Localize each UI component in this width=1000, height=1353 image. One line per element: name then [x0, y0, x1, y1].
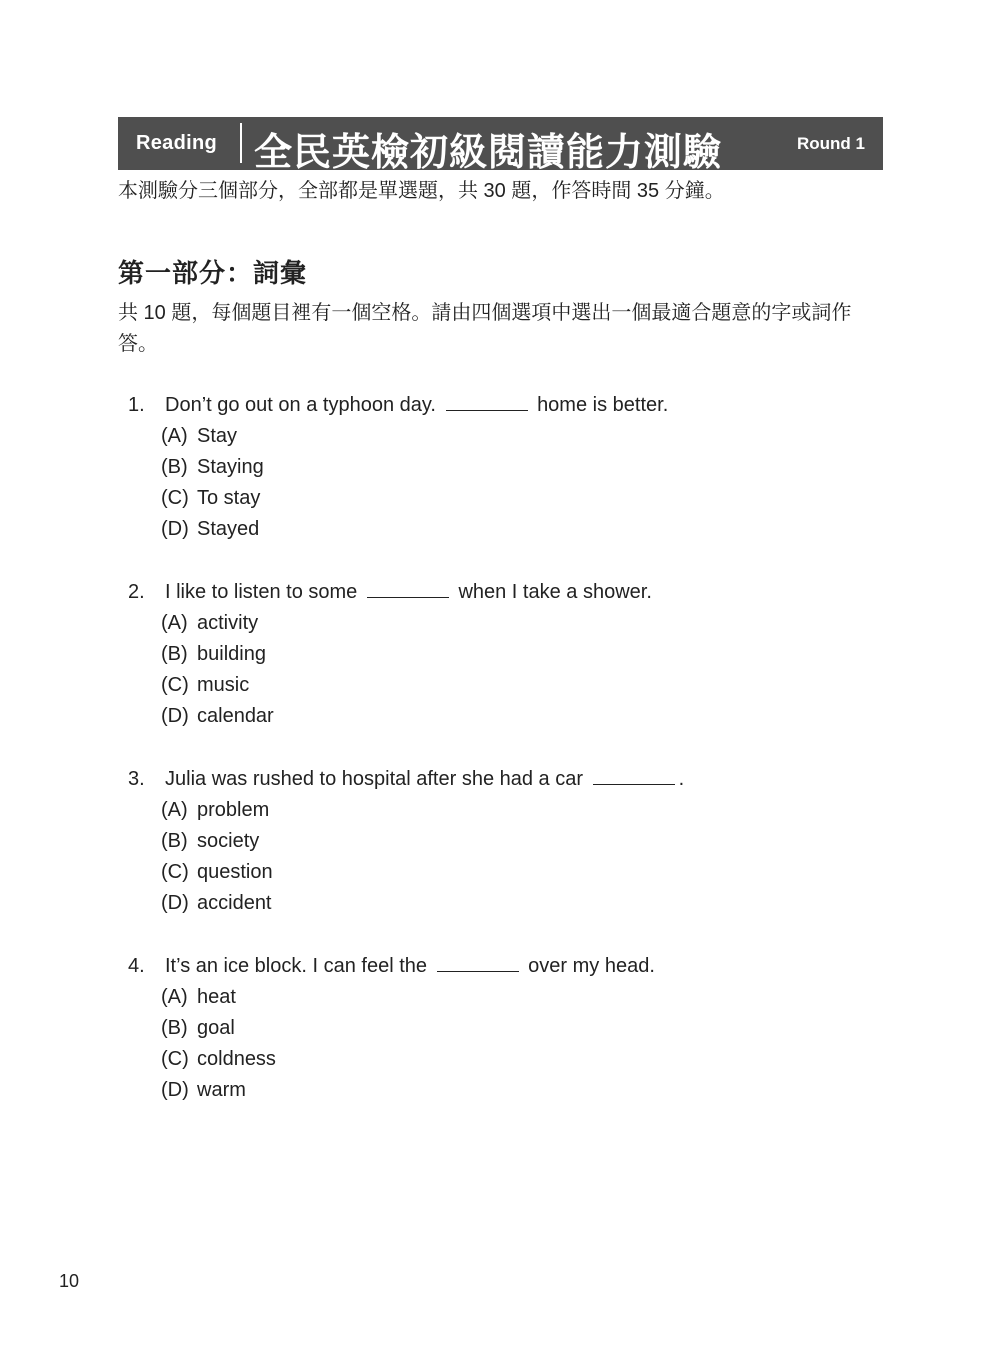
round-label: Round 1: [797, 134, 865, 153]
question-item: [0, 951, 1000, 1138]
test-intro: 本測驗分三個部分，全部都是單選題，共 30 題，作答時間 35 分鐘。: [118, 180, 725, 202]
option-letter: (D): [161, 1079, 189, 1101]
option-a[interactable]: [0, 795, 1000, 826]
option-c[interactable]: [0, 1044, 1000, 1075]
question-stem: [0, 951, 1000, 982]
reading-label: Reading: [136, 132, 217, 154]
page-number: 10: [59, 1271, 80, 1291]
answer-blank: [446, 409, 528, 411]
option-letter: (A): [161, 612, 188, 634]
question-text-before: It’s an ice block. I can feel the: [165, 955, 428, 977]
answer-blank: [367, 596, 449, 598]
question-stem: [0, 390, 1000, 421]
option-b[interactable]: [0, 639, 1000, 670]
question-text-after: .: [678, 768, 685, 790]
option-text: music: [197, 674, 250, 696]
option-letter: (B): [161, 456, 188, 478]
answer-blank: [437, 970, 519, 972]
question-text-after: when I take a shower.: [458, 581, 652, 603]
option-text: Stay: [197, 425, 238, 447]
option-letter: (D): [161, 705, 189, 727]
option-letter: (C): [161, 861, 189, 883]
option-text: To stay: [197, 487, 261, 509]
question-text: [165, 577, 652, 608]
question-text-after: home is better.: [537, 394, 669, 416]
question-number: 4.: [128, 955, 145, 977]
answer-blank: [593, 783, 675, 785]
option-text: Staying: [197, 456, 264, 478]
section-description: 共 10 題，每個題目裡有一個空格。請由四個選項中選出一個最適合題意的字或詞作答。: [118, 302, 852, 355]
option-text: question: [197, 861, 273, 883]
option-a[interactable]: [0, 608, 1000, 639]
option-b[interactable]: [0, 1013, 1000, 1044]
option-b[interactable]: [0, 826, 1000, 857]
option-letter: (C): [161, 674, 189, 696]
question-text: [165, 390, 668, 421]
option-c[interactable]: [0, 483, 1000, 514]
option-letter: (D): [161, 892, 189, 914]
option-letter: (B): [161, 830, 188, 852]
question-item: [0, 390, 1000, 577]
option-letter: (A): [161, 799, 188, 821]
title-banner: [118, 117, 883, 174]
question-text: [165, 764, 684, 795]
question-stem: [0, 764, 1000, 795]
question-list: [0, 390, 1000, 1138]
option-letter: (B): [161, 1017, 188, 1039]
option-d[interactable]: [0, 1075, 1000, 1106]
option-text: heat: [197, 986, 236, 1008]
question-number: 3.: [128, 768, 145, 790]
question-item: [0, 577, 1000, 764]
option-letter: (A): [161, 425, 188, 447]
option-text: problem: [197, 799, 270, 821]
question-item: [0, 764, 1000, 951]
question-text-before: Don’t go out on a typhoon day.: [165, 394, 436, 416]
option-text: calendar: [197, 705, 274, 727]
option-text: warm: [197, 1079, 246, 1101]
option-letter: (C): [161, 487, 189, 509]
question-stem: [0, 577, 1000, 608]
option-letter: (C): [161, 1048, 189, 1070]
option-text: society: [197, 830, 260, 852]
option-letter: (A): [161, 986, 188, 1008]
option-d[interactable]: [0, 514, 1000, 545]
option-text: coldness: [197, 1048, 276, 1070]
option-a[interactable]: [0, 982, 1000, 1013]
header-divider: [240, 123, 242, 163]
option-c[interactable]: [0, 670, 1000, 701]
option-text: activity: [197, 612, 259, 634]
question-text: [165, 951, 655, 982]
option-b[interactable]: [0, 452, 1000, 483]
question-text-before: I like to listen to some: [165, 581, 358, 603]
option-text: building: [197, 643, 266, 665]
option-text: Stayed: [197, 518, 260, 540]
option-a[interactable]: [0, 421, 1000, 452]
question-text-before: Julia was rushed to hospital after she had a car: [165, 768, 584, 790]
question-text-after: over my head.: [528, 955, 655, 977]
section-title: 第一部分：詞彙: [118, 258, 308, 288]
option-text: accident: [197, 892, 272, 914]
question-number: 2.: [128, 581, 145, 603]
question-number: 1.: [128, 394, 145, 416]
option-c[interactable]: [0, 857, 1000, 888]
option-d[interactable]: [0, 888, 1000, 919]
option-d[interactable]: [0, 701, 1000, 732]
option-text: goal: [197, 1017, 235, 1039]
option-letter: (B): [161, 643, 188, 665]
option-letter: (D): [161, 518, 189, 540]
page-title: 全民英檢初級閱讀能力測驗: [254, 132, 723, 174]
